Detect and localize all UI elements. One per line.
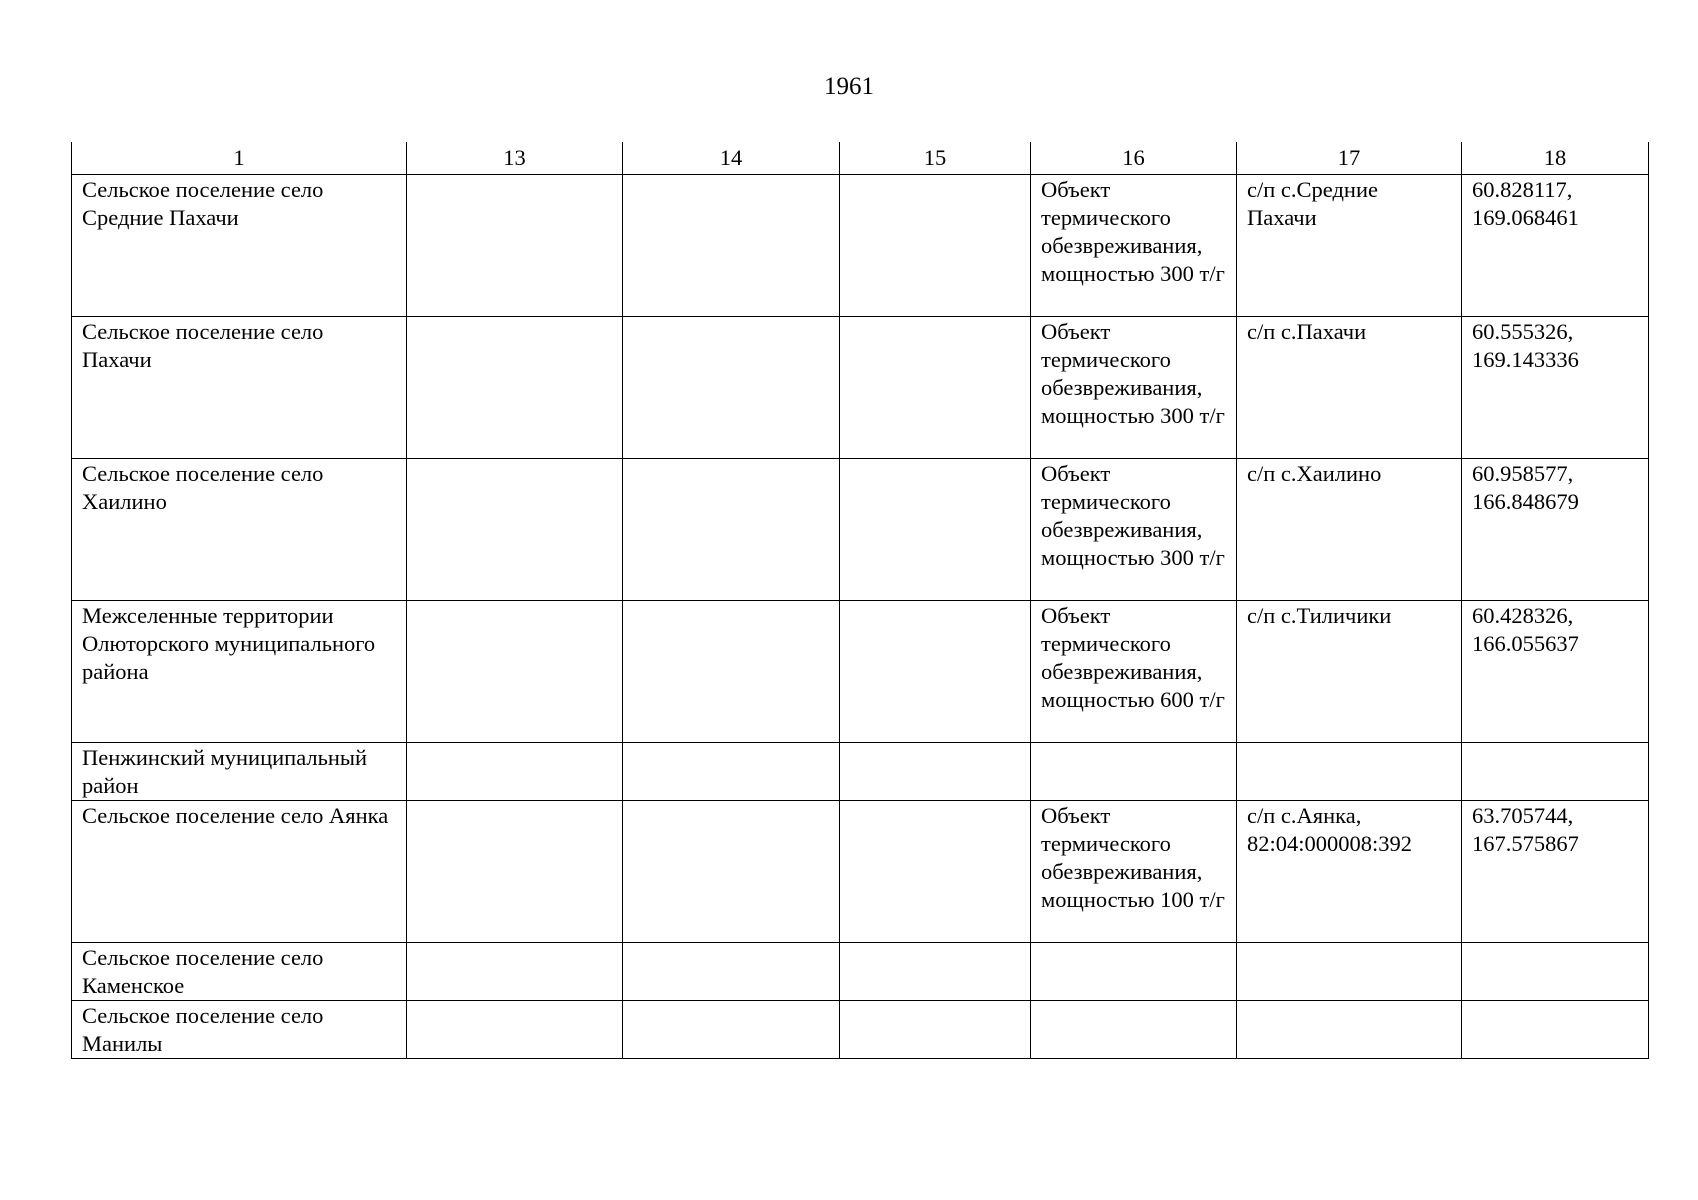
table-cell xyxy=(407,1001,623,1059)
column-header: 17 xyxy=(1237,142,1462,175)
table-cell xyxy=(840,459,1031,601)
table-row xyxy=(72,601,1649,743)
table-cell xyxy=(407,743,623,801)
table-cell xyxy=(623,175,840,317)
table-cell xyxy=(407,317,623,459)
table-cell xyxy=(1462,743,1649,801)
table-cell xyxy=(1237,1001,1462,1059)
data-table xyxy=(71,142,1649,1059)
table-row xyxy=(72,1001,1649,1059)
table-cell: Объект термического обезвреживания, мощностью 300 т/г xyxy=(1031,459,1237,601)
table-cell: 60.828117, 169.068461 xyxy=(1462,175,1649,317)
table-cell xyxy=(1462,943,1649,1001)
table-cell: Межселенные территории Олюторского муниципального района xyxy=(72,601,407,743)
table-cell xyxy=(623,601,840,743)
table-row xyxy=(72,459,1649,601)
table-cell: с/п с.Пахачи xyxy=(1237,317,1462,459)
table-cell: Сельское поселение село Хаилино xyxy=(72,459,407,601)
table-cell xyxy=(623,1001,840,1059)
table-cell: 60.428326, 166.055637 xyxy=(1462,601,1649,743)
table-cell xyxy=(1031,743,1237,801)
table-cell: Сельское поселение село Манилы xyxy=(72,1001,407,1059)
table-cell xyxy=(840,601,1031,743)
table-cell: 63.705744, 167.575867 xyxy=(1462,801,1649,943)
table-cell xyxy=(623,459,840,601)
table-cell: Объект термического обезвреживания, мощностью 100 т/г xyxy=(1031,801,1237,943)
table-cell: Объект термического обезвреживания, мощностью 600 т/г xyxy=(1031,601,1237,743)
table-cell xyxy=(840,801,1031,943)
table-cell xyxy=(623,943,840,1001)
table-cell xyxy=(1462,1001,1649,1059)
table-row xyxy=(72,175,1649,317)
table-row xyxy=(72,743,1649,801)
table-cell xyxy=(840,317,1031,459)
table-cell: с/п с.Хаилино xyxy=(1237,459,1462,601)
table-cell: с/п с.Тиличики xyxy=(1237,601,1462,743)
column-header: 14 xyxy=(623,142,840,175)
table-cell: Объект термического обезвреживания, мощностью 300 т/г xyxy=(1031,317,1237,459)
table-cell xyxy=(840,1001,1031,1059)
table-cell xyxy=(623,801,840,943)
table-cell: 60.555326, 169.143336 xyxy=(1462,317,1649,459)
table-cell: Объект термического обезвреживания, мощностью 300 т/г xyxy=(1031,175,1237,317)
table-cell xyxy=(840,175,1031,317)
table-cell xyxy=(407,175,623,317)
table-row xyxy=(72,801,1649,943)
page-number: 1961 xyxy=(824,73,874,100)
table-cell: Сельское поселение село Каменское xyxy=(72,943,407,1001)
table-cell xyxy=(840,943,1031,1001)
column-header: 1 xyxy=(72,142,407,175)
table-cell xyxy=(1237,743,1462,801)
table-cell: Пенжинский муниципальный район xyxy=(72,743,407,801)
table-cell: с/п с.Средние Пахачи xyxy=(1237,175,1462,317)
table-cell xyxy=(623,743,840,801)
table-header-row xyxy=(72,142,1649,175)
table-cell: 60.958577, 166.848679 xyxy=(1462,459,1649,601)
column-header: 18 xyxy=(1462,142,1649,175)
table-cell xyxy=(1031,1001,1237,1059)
table-cell: Сельское поселение село Аянка xyxy=(72,801,407,943)
table-row xyxy=(72,943,1649,1001)
table-cell xyxy=(407,459,623,601)
table-cell xyxy=(1031,943,1237,1001)
table-row xyxy=(72,317,1649,459)
table-cell xyxy=(840,743,1031,801)
column-header: 13 xyxy=(407,142,623,175)
table-cell xyxy=(407,801,623,943)
table-cell xyxy=(1237,943,1462,1001)
table-cell: с/п с.Аянка, 82:04:000008:392 xyxy=(1237,801,1462,943)
table-cell: Сельское поселение село Средние Пахачи xyxy=(72,175,407,317)
table-cell xyxy=(407,601,623,743)
table-cell xyxy=(407,943,623,1001)
column-header: 15 xyxy=(840,142,1031,175)
table-cell xyxy=(623,317,840,459)
table-cell: Сельское поселение село Пахачи xyxy=(72,317,407,459)
column-header: 16 xyxy=(1031,142,1237,175)
